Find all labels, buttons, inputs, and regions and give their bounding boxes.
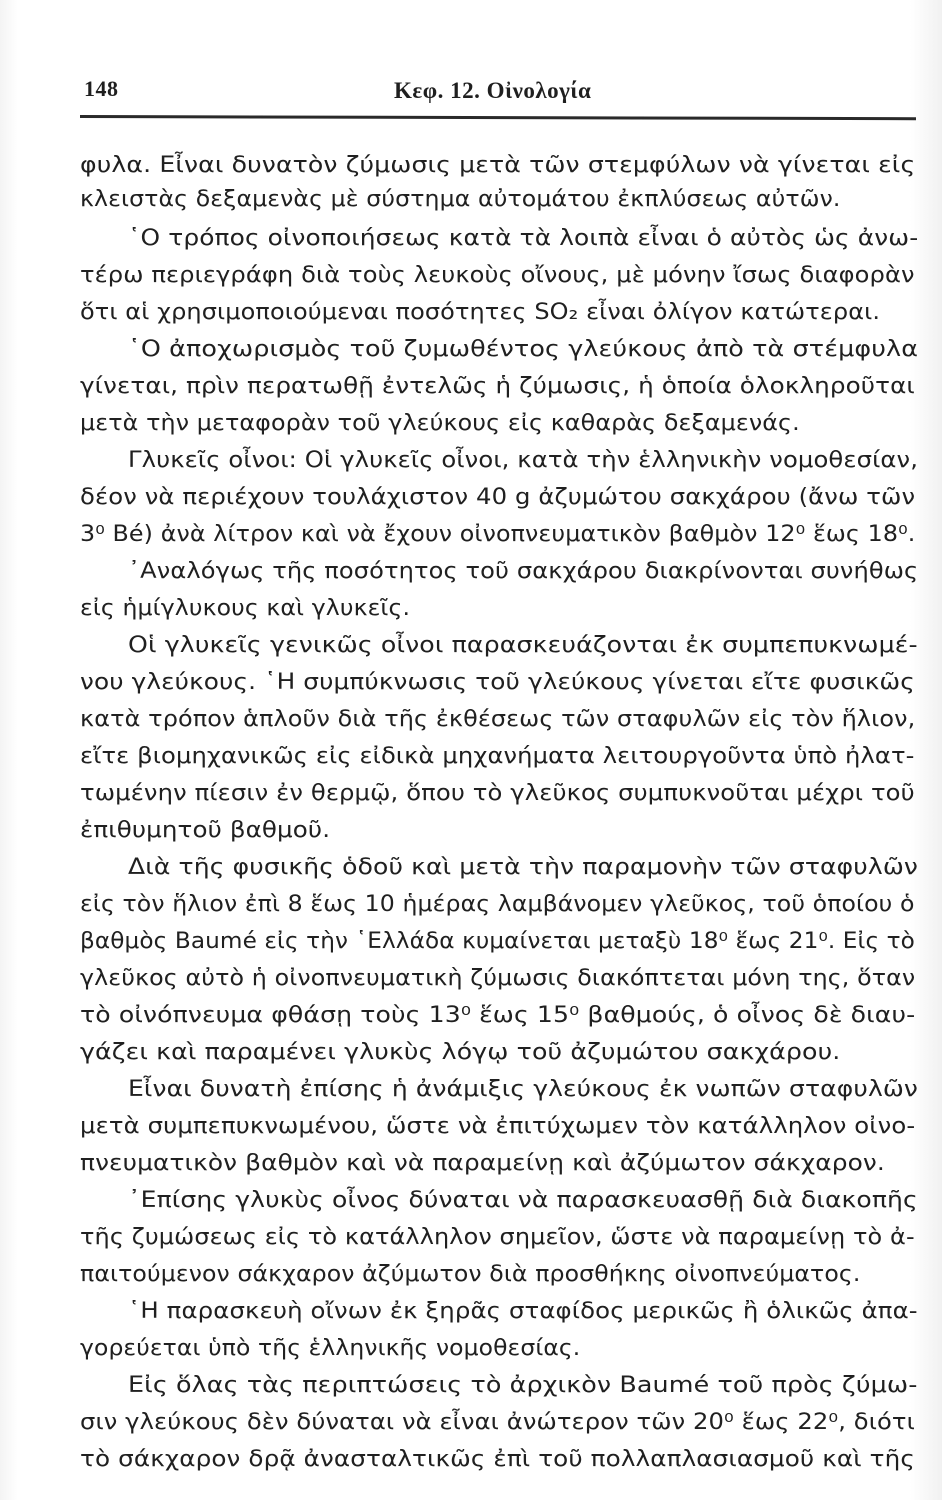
- text-line: τὸ οἰνόπνευμα φθάσῃ τοὺς 13⁰ ἕως 15⁰ βαθμούς, ὁ οἶνος δὲ διαυ-: [80, 1003, 916, 1028]
- text-line: ἐπιθυμητοῦ βαθμοῦ.: [80, 818, 331, 843]
- text-line: γάζει καὶ παραμένει γλυκὺς λόγῳ τοῦ ἀζυμώτου σακχάρου.: [80, 1040, 841, 1065]
- text-line: γίνεται, πρὶν περατωθῇ ἐντελῶς ἡ ζύμωσις, ἡ ὁποία ὁλοκληροῦται: [80, 374, 915, 399]
- text-line: γορεύεται ὑπὸ τῆς ἑλληνικῆς νομοθεσίας.: [80, 1336, 581, 1361]
- text-line: τωμένην πίεσιν ἐν θερμῷ, ὅπου τὸ γλεῦκος συμπυκνοῦται μέχρι τοῦ: [80, 781, 915, 806]
- text-line: μετὰ συμπεπυκνωμένου, ὥστε νὰ ἐπιτύχωμεν τὸν κατάλληλον οἰνο-: [80, 1114, 916, 1139]
- text-line: Οἱ γλυκεῖς γενικῶς οἶνοι παρασκευάζονται ἐκ συμπεπυκνωμέ-: [128, 633, 918, 658]
- text-line: ὅτι αἱ χρησιμοποιούμεναι ποσότητες SO₂ εἶναι ὀλίγον κατώτεραι.: [80, 300, 881, 325]
- text-line: κλειστὰς δεξαμενὰς μὲ σύστημα αὐτομάτου ἐκπλύσεως αὐτῶν.: [80, 187, 841, 212]
- text-line: πνευματικὸν βαθμὸν καὶ νὰ παραμείνῃ καὶ ἀζύμωτον σάκχαρον.: [80, 1151, 885, 1176]
- text-line: ᾿Επίσης γλυκὺς οἶνος δύναται νὰ παρασκευασθῇ διὰ διακοπῆς: [128, 1188, 918, 1213]
- text-line: Εἶναι δυνατὴ ἐπίσης ἡ ἀνάμιξις γλεύκους ἐκ νωπῶν σταφυλῶν: [128, 1077, 918, 1102]
- text-line: ῾Ο τρόπος οἰνοποιήσεως κατὰ τὰ λοιπὰ εἶναι ὁ αὐτὸς ὡς ἀνω-: [128, 226, 919, 251]
- text-line: φυλα. Εἶναι δυνατὸν ζύμωσις μετὰ τῶν στεμφύλων νὰ γίνεται εἰς: [80, 153, 916, 178]
- text-line: μετὰ τὴν μεταφορὰν τοῦ γλεύκους εἰς καθαρὰς δεξαμενάς.: [80, 411, 800, 436]
- text-line: τῆς ζυμώσεως εἰς τὸ κατάλληλον σημεῖον, ὥστε νὰ παραμείνῃ τὸ ἀ-: [80, 1225, 915, 1250]
- text-line: Γλυκεῖς οἶνοι: Οἱ γλυκεῖς οἶνοι, κατὰ τὴν ἑλληνικὴν νομοθεσίαν,: [128, 448, 919, 473]
- text-line: Εἰς ὅλας τὰς περιπτώσεις τὸ ἀρχικὸν Baumé τοῦ πρὸς ζύμω-: [128, 1373, 918, 1398]
- text-line: κατὰ τρόπον ἁπλοῦν διὰ τῆς ἐκθέσεως τῶν σταφυλῶν εἰς τὸν ἥλιον,: [80, 707, 916, 732]
- text-line: 3⁰ Bé) ἀνὰ λίτρον καὶ νὰ ἔχουν οἰνοπνευματικὸν βαθμὸν 12⁰ ἕως 18⁰.: [80, 522, 916, 547]
- text-line: ᾿Αναλόγως τῆς ποσότητος τοῦ σακχάρου διακρίνονται συνήθως: [128, 559, 919, 584]
- running-title: Κεφ. 12. Οἰνολογία: [394, 78, 592, 103]
- text-line: σιν γλεύκους δὲν δύναται νὰ εἶναι ἀνώτερον τῶν 20⁰ ἕως 22⁰, διότι: [80, 1410, 915, 1435]
- text-line: εἰς τὸν ἥλιον ἐπὶ 8 ἕως 10 ἡμέρας λαμβάνομεν γλεῦκος, τοῦ ὁποίου ὁ: [80, 892, 915, 917]
- text-line: παιτούμενον σάκχαρον ἀζύμωτον διὰ προσθήκης οἰνοπνεύματος.: [80, 1262, 861, 1287]
- text-line: τέρω περιεγράφη διὰ τοὺς λευκοὺς οἴνους, μὲ μόνην ἴσως διαφορὰν: [80, 263, 915, 288]
- text-line: ῾Ο ἀποχωρισμὸς τοῦ ζυμωθέντος γλεύκους ἀπὸ τὰ στέμφυλα: [128, 337, 919, 362]
- page-number: 148: [84, 76, 119, 101]
- text-line: εἰς ἡμίγλυκους καὶ γλυκεῖς.: [80, 596, 411, 621]
- text-line: βαθμὸς Baumé εἰς τὴν ῾Ελλάδα κυμαίνεται μεταξὺ 18⁰ ἕως 21⁰. Εἰς τὸ: [80, 929, 915, 954]
- text-line: Διὰ τῆς φυσικῆς ὁδοῦ καὶ μετὰ τὴν παραμονὴν τῶν σταφυλῶν: [128, 855, 919, 880]
- text-line: εἴτε βιομηχανικῶς εἰς εἰδικὰ μηχανήματα λειτουργοῦντα ὑπὸ ἠλατ-: [80, 744, 915, 769]
- text-line: δέον νὰ περιέχουν τουλάχιστον 40 g ἀζυμώτου σακχάρου (ἄνω τῶν: [80, 485, 916, 510]
- text-line: ῾Η παρασκευὴ οἴνων ἐκ ξηρᾶς σταφίδος μερικῶς ἢ ὁλικῶς ἀπα-: [128, 1299, 918, 1324]
- text-line: γλεῦκος αὐτὸ ἡ οἰνοπνευματικὴ ζύμωσις διακόπτεται μόνη της, ὅταν: [80, 966, 916, 991]
- text-line: νου γλεύκους. ῾Η συμπύκνωσις τοῦ γλεύκους γίνεται εἴτε φυσικῶς: [80, 670, 915, 695]
- text-line: τὸ σάκχαρον δρᾷ ἀνασταλτικῶς ἐπὶ τοῦ πολλαπλασιασμοῦ καὶ τῆς: [80, 1447, 915, 1472]
